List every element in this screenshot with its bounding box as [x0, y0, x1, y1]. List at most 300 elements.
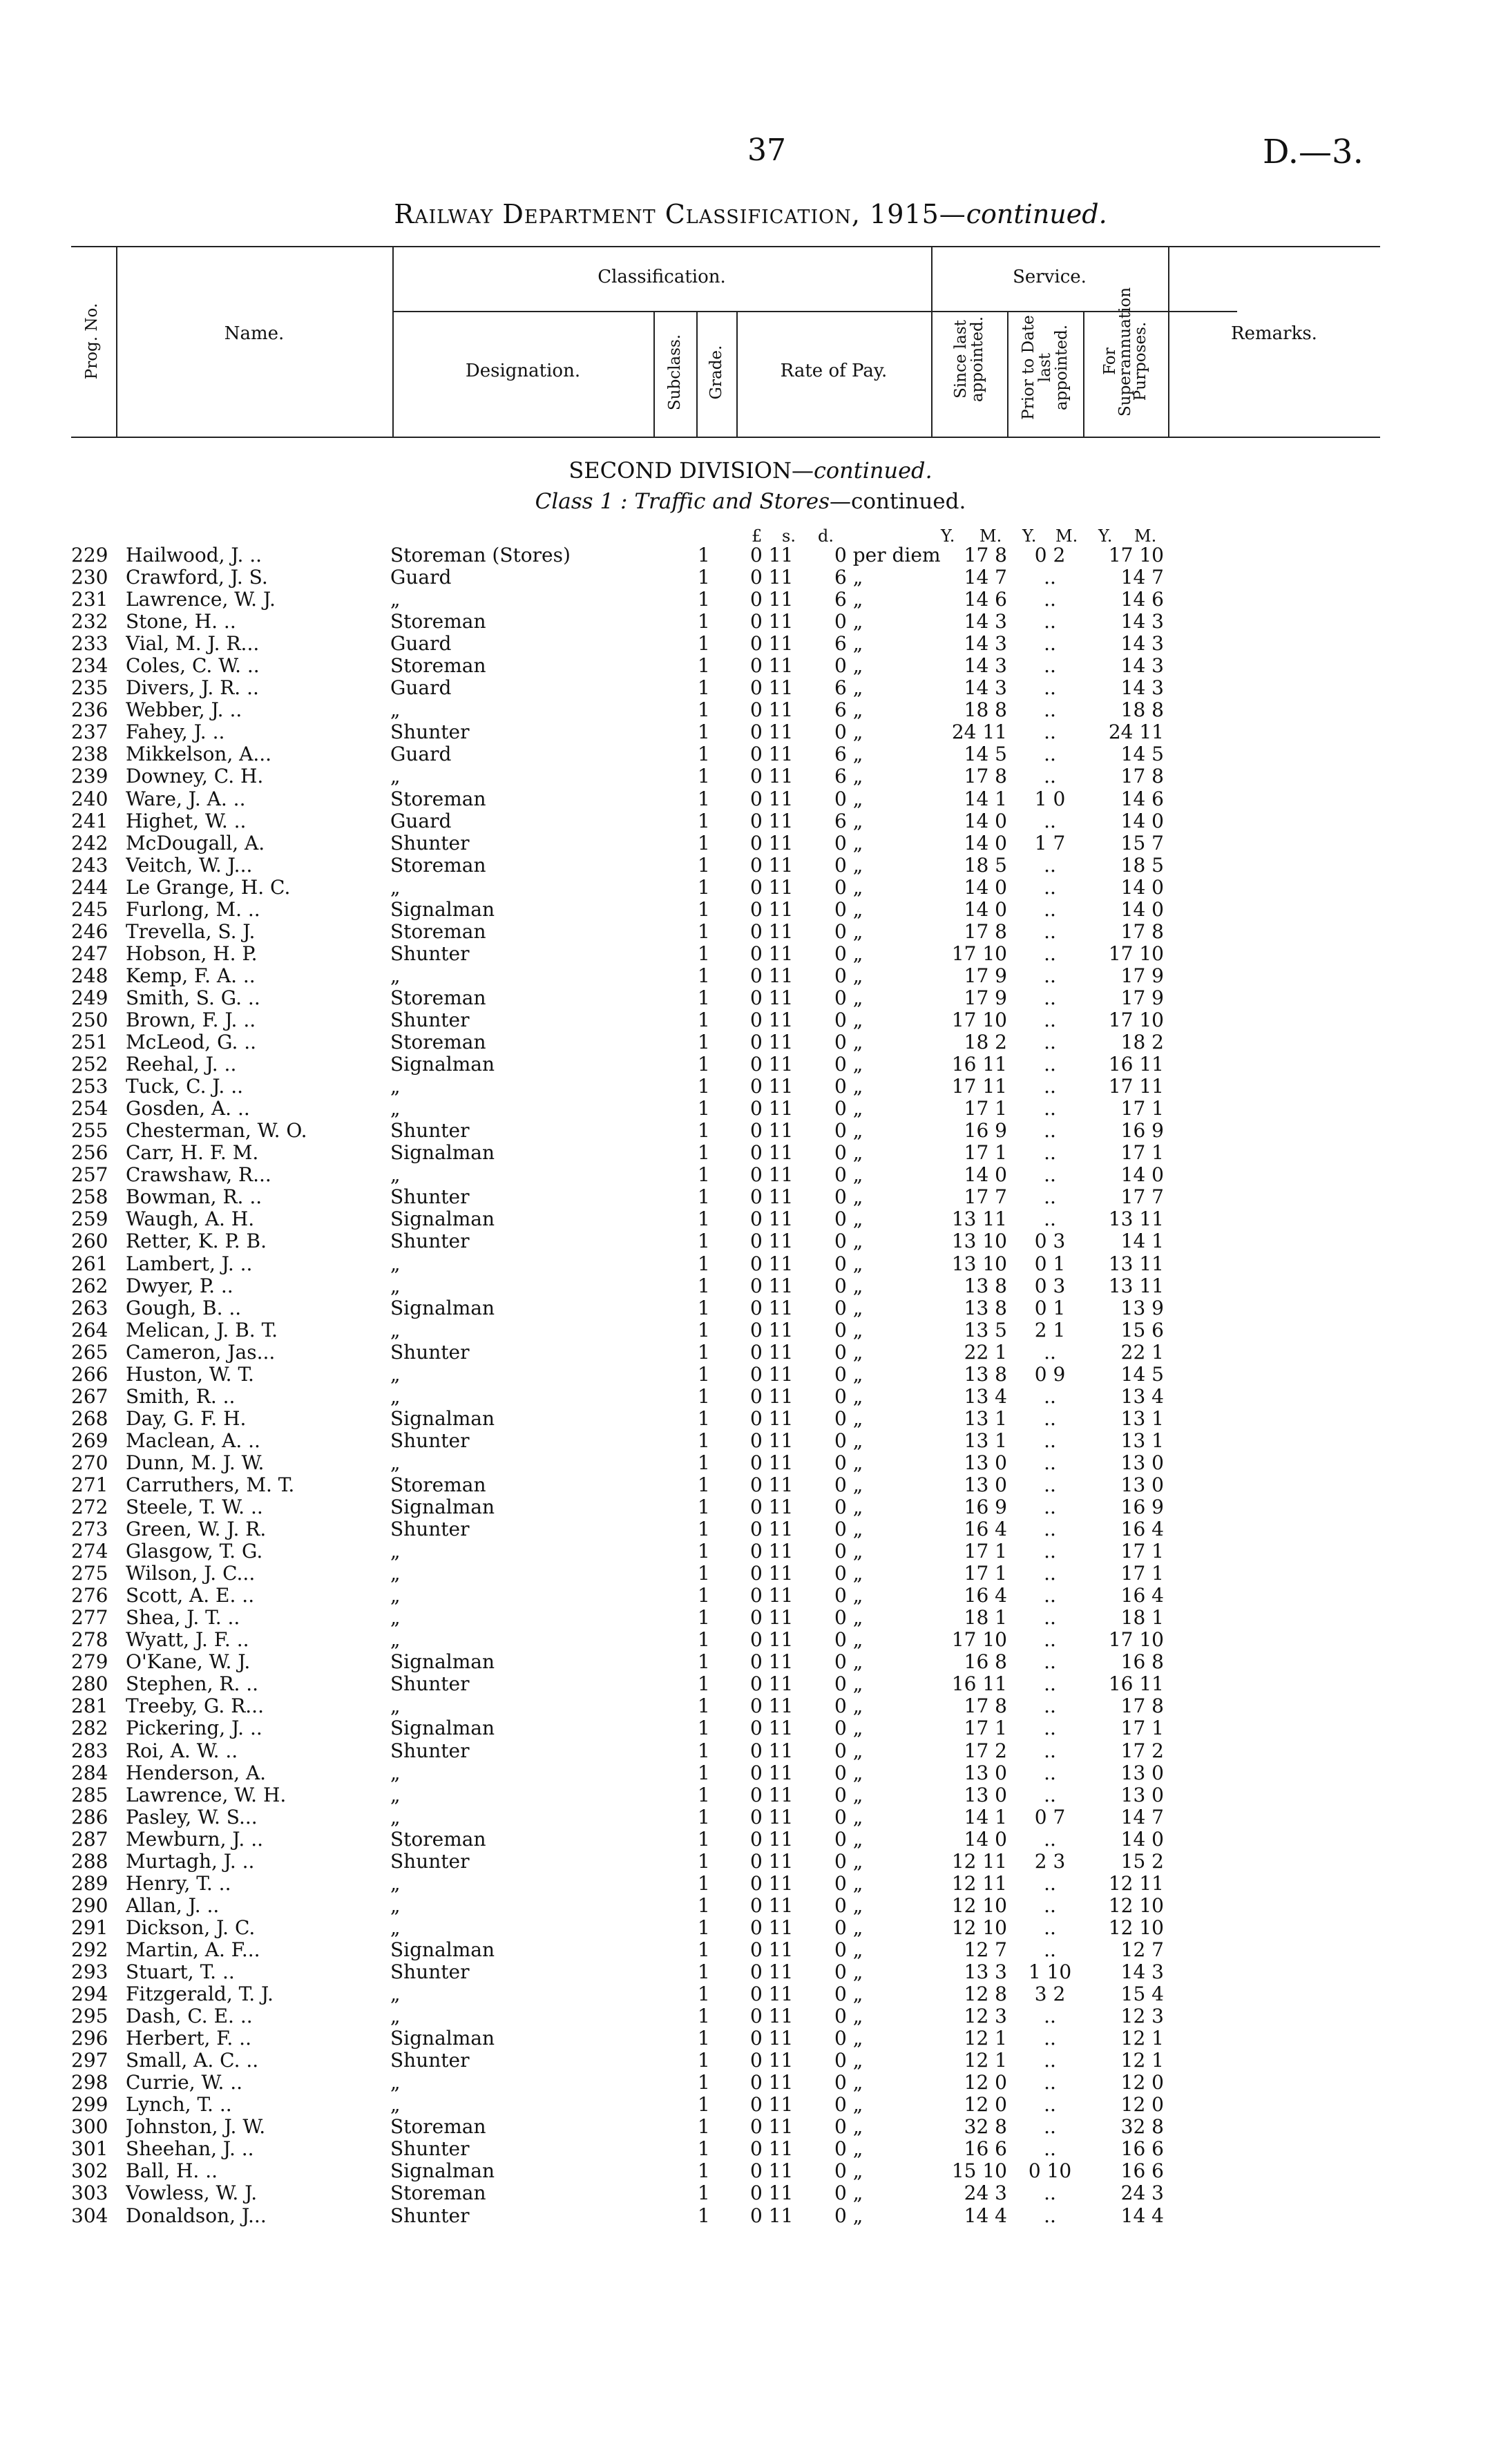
employee-name: Ware, J. A. .. [126, 787, 246, 810]
service-since-last: 13 10 [951, 1252, 1007, 1275]
designation: Signalman [390, 2159, 495, 2183]
employee-name: Brown, F. J. .. [126, 1009, 256, 1031]
prog-number: 287 [71, 1827, 108, 1851]
service-since-last: 17 11 [951, 1075, 1007, 1098]
table-row [0, 1917, 1501, 1939]
prog-number: 267 [71, 1384, 108, 1408]
service-since-last: 22 1 [964, 1340, 1007, 1364]
pence-per-diem: 0 „ [834, 1827, 863, 1851]
pence-per-diem: 0 „ [834, 1540, 863, 1563]
page-title [0, 199, 1501, 229]
service-since-last: 13 1 [964, 1406, 1007, 1430]
pence-per-diem: 0 „ [834, 1097, 863, 1120]
table-row [0, 589, 1501, 611]
subclass: 1 [698, 1672, 710, 1696]
employee-name: Stephen, R. .. [126, 1673, 259, 1696]
rate-of-pay: 0 11 [750, 1362, 794, 1386]
rate-of-pay: 0 11 [750, 1075, 794, 1098]
table-row [0, 2160, 1501, 2182]
subclass: 1 [698, 1031, 710, 1054]
pence-per-diem: 0 „ [834, 720, 863, 744]
rate-of-pay: 0 11 [750, 1141, 794, 1165]
rate-of-pay: 0 11 [750, 1296, 794, 1319]
table-row [0, 1031, 1501, 1053]
pence-per-diem: 6 „ [834, 632, 863, 656]
rate-of-pay: 0 11 [750, 2137, 794, 2161]
employee-name: Reehal, J. .. [126, 1053, 237, 1076]
table-row [0, 1828, 1501, 1851]
employee-name: Smith, S. G. .. [126, 986, 260, 1009]
service-since-last: 14 4 [964, 2204, 1007, 2227]
rate-of-pay: 0 11 [750, 1406, 794, 1430]
pence-per-diem: 0 „ [834, 1496, 863, 1519]
service-superannuation: 12 0 [1120, 2071, 1164, 2094]
table-row [0, 2072, 1501, 2094]
employee-name: Veitch, W. J... [126, 854, 253, 877]
designation: „ [390, 1562, 401, 1585]
designation: „ [390, 1097, 401, 1120]
subclass: 1 [698, 1141, 710, 1165]
designation: Shunter [390, 1672, 470, 1696]
pence-per-diem: 0 „ [834, 2049, 863, 2072]
employee-name: Smith, R. .. [126, 1385, 236, 1408]
table-row [0, 544, 1501, 566]
prog-number: 283 [71, 1739, 108, 1762]
service-prior: .. [1044, 1761, 1056, 1784]
subclass: 1 [698, 1650, 710, 1674]
table-row [0, 1851, 1501, 1873]
employee-name: Lambert, J. .. [126, 1252, 253, 1275]
service-superannuation: 14 0 [1120, 897, 1164, 921]
employee-name: Coles, C. W. .. [126, 655, 260, 678]
designation: „ [390, 1384, 401, 1408]
rate-of-pay: 0 11 [750, 2159, 794, 2183]
rate-of-pay: 0 11 [750, 610, 794, 633]
table-body [0, 544, 1501, 2227]
service-superannuation: 14 0 [1120, 1163, 1164, 1187]
employee-name: McLeod, G. .. [126, 1031, 257, 1054]
service-superannuation: 13 4 [1120, 1384, 1164, 1408]
employee-name: Gough, B. .. [126, 1297, 242, 1319]
pence-per-diem: 0 „ [834, 1717, 863, 1740]
table-row [0, 1208, 1501, 1230]
service-prior: .. [1044, 2093, 1056, 2117]
rate-of-pay: 0 11 [750, 1849, 794, 1873]
prog-number: 239 [71, 765, 108, 788]
prog-number: 253 [71, 1075, 108, 1098]
designation: „ [390, 1451, 401, 1474]
prog-number: 294 [71, 1983, 108, 2006]
employee-name: Green, W. J. R. [126, 1518, 267, 1541]
table-row [0, 1961, 1501, 1983]
prog-number: 265 [71, 1340, 108, 1364]
employee-name: Wilson, J. C... [126, 1563, 256, 1585]
title-continued: continued. [966, 199, 1107, 229]
designation: „ [390, 1893, 401, 1917]
employee-name: Mewburn, J. .. [126, 1828, 264, 1851]
pence-per-diem: 0 „ [834, 1672, 863, 1696]
service-prior: .. [1044, 2181, 1056, 2205]
pence-per-diem: 0 „ [834, 1783, 863, 1806]
table-row [0, 1585, 1501, 1607]
pence-per-diem: 0 „ [834, 2027, 863, 2050]
employee-name: Henry, T. .. [126, 1872, 231, 1895]
rate-of-pay: 0 11 [750, 566, 794, 589]
prog-number: 248 [71, 964, 108, 987]
service-since-last: 12 7 [964, 1938, 1007, 1961]
rate-of-pay: 0 11 [750, 1252, 794, 1275]
table-row [0, 788, 1501, 810]
employee-name: Roi, A. W. .. [126, 1739, 238, 1762]
service-since-last: 14 5 [964, 743, 1007, 766]
prog-number: 257 [71, 1163, 108, 1187]
designation: Shunter [390, 1119, 470, 1143]
service-prior: .. [1044, 2137, 1056, 2161]
rate-of-pay: 0 11 [750, 964, 794, 987]
pence-per-diem: 0 „ [834, 2181, 863, 2205]
pence-per-diem: 0 „ [834, 1805, 863, 1828]
service-since-last: 13 8 [964, 1296, 1007, 1319]
rate-of-pay: 0 11 [750, 1318, 794, 1341]
designation: „ [390, 1584, 401, 1607]
employee-name: Stuart, T. .. [126, 1961, 235, 1983]
employee-name: Divers, J. R. .. [126, 677, 259, 700]
prog-number: 275 [71, 1562, 108, 1585]
employee-name: Gosden, A. .. [126, 1098, 250, 1120]
subclass: 1 [698, 1384, 710, 1408]
designation: Signalman [390, 1650, 495, 1674]
service-since-last: 16 11 [951, 1672, 1007, 1696]
employee-name: Steele, T. W. .. [126, 1496, 263, 1519]
rate-of-pay: 0 11 [750, 1628, 794, 1652]
service-prior: .. [1044, 1871, 1056, 1895]
table-row [0, 1695, 1501, 1717]
table-row [0, 1717, 1501, 1739]
service-prior: 0 1 [1034, 1296, 1066, 1319]
service-since-last: 17 10 [951, 1628, 1007, 1652]
rate-of-pay: 0 11 [750, 654, 794, 678]
service-prior: .. [1044, 765, 1056, 788]
subclass: 1 [698, 853, 710, 877]
service-since-last: 17 2 [964, 1739, 1007, 1762]
designation: Signalman [390, 1141, 495, 1165]
service-superannuation: 18 8 [1120, 698, 1164, 722]
table-row [0, 1762, 1501, 1784]
employee-name: Sheehan, J. .. [126, 2138, 254, 2161]
prog-number: 284 [71, 1761, 108, 1784]
rate-of-pay: 0 11 [750, 743, 794, 766]
pence-per-diem: 6 „ [834, 676, 863, 700]
service-superannuation: 14 7 [1120, 566, 1164, 589]
employee-name: Small, A. C. .. [126, 2050, 259, 2072]
designation: Signalman [390, 1296, 495, 1319]
table-row [0, 1607, 1501, 1629]
rate-of-pay: 0 11 [750, 1053, 794, 1076]
rate-of-pay: 0 11 [750, 986, 794, 1009]
subclass: 1 [698, 610, 710, 633]
pence-per-diem: 0 „ [834, 1008, 863, 1031]
subclass: 1 [698, 588, 710, 611]
subclass: 1 [698, 1518, 710, 1541]
designation: Signalman [390, 1496, 495, 1519]
employee-name: Bowman, R. .. [126, 1186, 262, 1209]
table-row [0, 1651, 1501, 1673]
service-since-last: 14 6 [964, 588, 1007, 611]
subclass: 1 [698, 1207, 710, 1231]
service-superannuation: 16 11 [1108, 1672, 1164, 1696]
division-heading [0, 457, 1501, 484]
pence-per-diem: 0 „ [834, 897, 863, 921]
designation: „ [390, 1761, 401, 1784]
designation: Storeman [390, 1031, 486, 1054]
unit-year: Y. [941, 526, 955, 546]
service-superannuation: 14 5 [1120, 1362, 1164, 1386]
employee-name: Treeby, G. R... [126, 1695, 264, 1718]
service-superannuation: 17 9 [1120, 986, 1164, 1009]
service-prior: .. [1044, 1163, 1056, 1187]
service-prior: 0 10 [1028, 2159, 1072, 2183]
subclass: 1 [698, 1783, 710, 1806]
header-since-last: Since last appointed. [952, 316, 986, 403]
service-superannuation: 15 2 [1120, 1849, 1164, 1873]
class-name: Traffic and Stores [634, 489, 830, 514]
subclass: 1 [698, 2071, 710, 2094]
prog-number: 266 [71, 1362, 108, 1386]
service-since-last: 13 0 [964, 1473, 1007, 1496]
prog-number: 263 [71, 1296, 108, 1319]
service-prior: .. [1044, 1606, 1056, 1630]
subclass: 1 [698, 1008, 710, 1031]
pence-per-diem: 0 „ [834, 1075, 863, 1098]
employee-name: Highet, W. .. [126, 810, 247, 832]
service-since-last: 18 1 [964, 1606, 1007, 1630]
table-row [0, 566, 1501, 589]
table-row [0, 1319, 1501, 1341]
rate-of-pay: 0 11 [750, 2049, 794, 2072]
service-prior: .. [1044, 919, 1056, 943]
subclass: 1 [698, 1274, 710, 1297]
service-since-last: 13 1 [964, 1429, 1007, 1452]
header-subclass: Subclass. [666, 334, 684, 411]
table-row [0, 1873, 1501, 1895]
unit-year: Y. [1098, 526, 1113, 546]
subclass: 1 [698, 2093, 710, 2117]
service-since-last: 13 0 [964, 1761, 1007, 1784]
subclass: 1 [698, 2027, 710, 2050]
subclass: 1 [698, 897, 710, 921]
pence-per-diem: 6 „ [834, 566, 863, 589]
prog-number: 249 [71, 986, 108, 1009]
rate-of-pay: 0 11 [750, 1694, 794, 1718]
designation: Signalman [390, 897, 495, 921]
subclass: 1 [698, 632, 710, 656]
designation: „ [390, 698, 401, 722]
subclass: 1 [698, 1849, 710, 1873]
prog-number: 258 [71, 1185, 108, 1209]
table-row [0, 611, 1501, 633]
employee-name: Lawrence, W. J. [126, 589, 276, 611]
service-since-last: 13 0 [964, 1783, 1007, 1806]
header-remarks: Remarks. [1231, 323, 1317, 344]
table-row [0, 965, 1501, 987]
class-label: Class 1 : [535, 489, 628, 514]
rate-of-pay: 0 11 [750, 1672, 794, 1696]
service-since-last: 17 9 [964, 986, 1007, 1009]
rate-of-pay: 0 11 [750, 1429, 794, 1452]
service-superannuation: 16 9 [1120, 1496, 1164, 1519]
rate-of-pay: 0 11 [750, 875, 794, 899]
service-prior: .. [1044, 676, 1056, 700]
service-superannuation: 17 1 [1120, 1717, 1164, 1740]
service-prior: .. [1044, 1827, 1056, 1851]
pence-per-diem: 0 „ [834, 1694, 863, 1718]
service-prior: .. [1044, 1584, 1056, 1607]
subclass: 1 [698, 1163, 710, 1187]
employee-name: Vowless, W. J. [126, 2182, 258, 2205]
designation: Storeman [390, 2181, 486, 2205]
table-row [0, 1164, 1501, 1186]
subclass: 1 [698, 1717, 710, 1740]
page-number: 37 [747, 133, 786, 168]
prog-number: 286 [71, 1805, 108, 1828]
rate-of-pay: 0 11 [750, 544, 794, 566]
prog-number: 285 [71, 1783, 108, 1806]
service-superannuation: 17 8 [1120, 765, 1164, 788]
employee-name: Waugh, A. H. [126, 1208, 255, 1231]
designation: Guard [390, 632, 452, 656]
service-since-last: 14 3 [964, 654, 1007, 678]
rate-of-pay: 0 11 [750, 1916, 794, 1939]
designation: „ [390, 875, 401, 899]
rate-of-pay: 0 11 [750, 1717, 794, 1740]
employee-name: Kemp, F. A. .. [126, 964, 256, 987]
prog-number: 274 [71, 1540, 108, 1563]
designation: Shunter [390, 2137, 470, 2161]
rate-of-pay: 0 11 [750, 720, 794, 744]
service-superannuation: 17 9 [1120, 964, 1164, 987]
service-superannuation: 12 7 [1120, 1938, 1164, 1961]
header-rate-of-pay: Rate of Pay. [780, 361, 888, 381]
table-row [0, 743, 1501, 765]
table-row [0, 765, 1501, 787]
subclass: 1 [698, 1827, 710, 1851]
service-prior: .. [1044, 1518, 1056, 1541]
service-prior: .. [1044, 632, 1056, 656]
service-prior: .. [1044, 897, 1056, 921]
service-prior: .. [1044, 654, 1056, 678]
prog-number: 259 [71, 1207, 108, 1231]
prog-number: 244 [71, 875, 108, 899]
rate-of-pay: 0 11 [750, 1584, 794, 1607]
designation: „ [390, 1540, 401, 1563]
employee-name: Fitzgerald, T. J. [126, 1983, 274, 2006]
table-row [0, 1939, 1501, 1961]
service-superannuation: 13 0 [1120, 1761, 1164, 1784]
pence-per-diem: 0 „ [834, 1562, 863, 1585]
table-row [0, 1740, 1501, 1762]
subclass: 1 [698, 1960, 710, 1983]
header-service: Service. [1013, 267, 1087, 287]
subclass: 1 [698, 1938, 710, 1961]
service-prior: .. [1044, 1053, 1056, 1076]
employee-name: Pasley, W. S... [126, 1806, 258, 1828]
service-prior: 2 3 [1034, 1849, 1066, 1873]
service-since-last: 17 1 [964, 1717, 1007, 1740]
service-prior: 3 2 [1034, 1983, 1066, 2006]
employee-name: Maclean, A. .. [126, 1429, 260, 1452]
class-continued: —continued. [829, 489, 966, 514]
service-superannuation: 14 0 [1120, 875, 1164, 899]
table-row [0, 1253, 1501, 1275]
designation: Shunter [390, 720, 470, 744]
service-superannuation: 18 1 [1120, 1606, 1164, 1630]
pence-per-diem: 0 „ [834, 853, 863, 877]
service-prior: .. [1044, 1717, 1056, 1740]
prog-number: 229 [71, 544, 108, 566]
service-prior: .. [1044, 1650, 1056, 1674]
employee-name: Day, G. F. H. [126, 1407, 247, 1430]
pence-per-diem: 0 „ [834, 2093, 863, 2117]
service-since-last: 12 11 [951, 1871, 1007, 1895]
designation: Shunter [390, 1518, 470, 1541]
rate-of-pay: 0 11 [750, 1650, 794, 1674]
table-row [0, 1364, 1501, 1386]
table-row [0, 1076, 1501, 1098]
pence-per-diem: 0 „ [834, 787, 863, 810]
table-row [0, 987, 1501, 1009]
subclass: 1 [698, 1097, 710, 1120]
designation: Signalman [390, 1717, 495, 1740]
header-divider [696, 311, 698, 438]
prog-number: 233 [71, 632, 108, 656]
service-since-last: 14 3 [964, 676, 1007, 700]
rate-of-pay: 0 11 [750, 1340, 794, 1364]
service-prior: .. [1044, 743, 1056, 766]
prog-number: 280 [71, 1672, 108, 1696]
pence-per-diem: 0 „ [834, 1119, 863, 1143]
designation: Guard [390, 743, 452, 766]
subclass: 1 [698, 676, 710, 700]
service-superannuation: 13 0 [1120, 1473, 1164, 1496]
table-row [0, 655, 1501, 677]
table-row [0, 854, 1501, 877]
prog-number: 240 [71, 787, 108, 810]
prog-number: 241 [71, 809, 108, 832]
subclass: 1 [698, 1893, 710, 1917]
service-prior: .. [1044, 566, 1056, 589]
service-prior: .. [1044, 1473, 1056, 1496]
service-superannuation: 13 11 [1108, 1274, 1164, 1297]
rate-of-pay: 0 11 [750, 853, 794, 877]
service-since-last: 13 8 [964, 1274, 1007, 1297]
rate-of-pay: 0 11 [750, 2093, 794, 2117]
service-since-last: 13 0 [964, 1451, 1007, 1474]
designation: Storeman (Stores) [390, 544, 571, 566]
prog-number: 247 [71, 942, 108, 965]
service-since-last: 24 11 [951, 720, 1007, 744]
subclass: 1 [698, 698, 710, 722]
table-row [0, 832, 1501, 854]
subclass: 1 [698, 1584, 710, 1607]
designation: „ [390, 1805, 401, 1828]
service-prior: .. [1044, 2049, 1056, 2072]
prog-number: 256 [71, 1141, 108, 1165]
designation: „ [390, 1783, 401, 1806]
service-since-last: 13 10 [951, 1230, 1007, 1253]
service-since-last: 17 1 [964, 1540, 1007, 1563]
table-row [0, 1474, 1501, 1496]
designation: Shunter [390, 942, 470, 965]
